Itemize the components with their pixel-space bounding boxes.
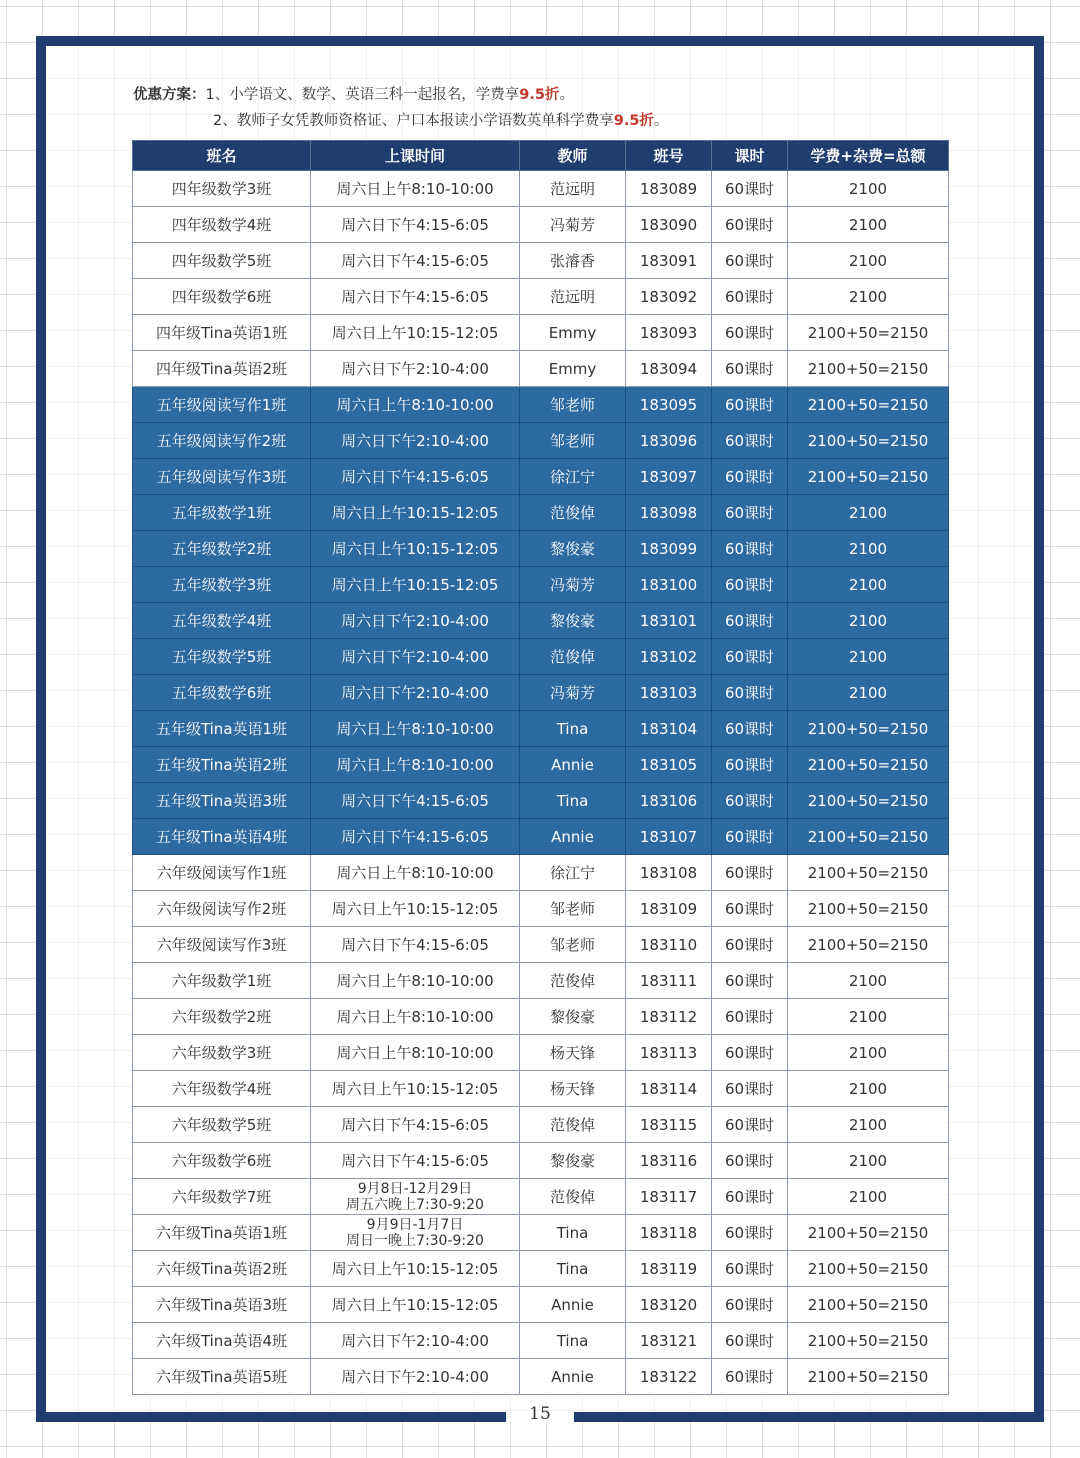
cell-fee: 2100+50=2150	[788, 711, 949, 747]
cell-hours: 60课时	[712, 315, 788, 351]
cell-class-time: 周六日下午2:10-4:00	[311, 423, 520, 459]
cell-class-time	[311, 1179, 520, 1215]
cell-hours: 60课时	[712, 243, 788, 279]
cell-class-name: 六年级数学3班	[133, 1035, 311, 1071]
cell-class-time: 周六日下午4:15-6:05	[311, 243, 520, 279]
cell-class-time: 周六日上午8:10-10:00	[311, 855, 520, 891]
cell-hours: 60课时	[712, 891, 788, 927]
table-row	[133, 855, 949, 891]
cell-hours: 60课时	[712, 711, 788, 747]
table-row	[133, 675, 949, 711]
cell-class-name: 六年级数学2班	[133, 999, 311, 1035]
cell-class-time: 周六日下午4:15-6:05	[311, 1143, 520, 1179]
cell-class-code: 183122	[626, 1359, 712, 1395]
cell-hours: 60课时	[712, 1323, 788, 1359]
cell-fee: 2100+50=2150	[788, 387, 949, 423]
cell-teacher: 范俊倬	[520, 1107, 626, 1143]
bottom-bar-right	[574, 1412, 1044, 1422]
cell-class-time: 周六日上午10:15-12:05	[311, 891, 520, 927]
cell-class-name: 五年级Tina英语4班	[133, 819, 311, 855]
cell-hours: 60课时	[712, 459, 788, 495]
cell-class-code: 183089	[626, 171, 712, 207]
cell-hours: 60课时	[712, 567, 788, 603]
cell-hours: 60课时	[712, 423, 788, 459]
cell-class-code: 183107	[626, 819, 712, 855]
cell-hours: 60课时	[712, 207, 788, 243]
cell-class-name: 四年级数学5班	[133, 243, 311, 279]
cell-class-code: 183113	[626, 1035, 712, 1071]
cell-class-code: 183098	[626, 495, 712, 531]
cell-teacher: Tina	[520, 1251, 626, 1287]
class-schedule-table	[132, 140, 949, 1395]
cell-class-code: 183092	[626, 279, 712, 315]
cell-fee: 2100+50=2150	[788, 351, 949, 387]
cell-class-code: 183093	[626, 315, 712, 351]
cell-teacher: 范俊倬	[520, 639, 626, 675]
table-row	[133, 603, 949, 639]
cell-fee: 2100+50=2150	[788, 1287, 949, 1323]
cell-class-time: 周六日上午8:10-10:00	[311, 747, 520, 783]
discount-label: 优惠方案：	[133, 87, 206, 103]
cell-class-code: 183101	[626, 603, 712, 639]
header-fee: 学费+杂费=总额	[788, 141, 949, 171]
cell-fee: 2100+50=2150	[788, 1251, 949, 1287]
table-row	[133, 1179, 949, 1215]
cell-teacher: 徐江宁	[520, 459, 626, 495]
table-row	[133, 459, 949, 495]
cell-fee: 2100	[788, 603, 949, 639]
cell-teacher: 邹老师	[520, 423, 626, 459]
cell-fee: 2100+50=2150	[788, 783, 949, 819]
discount-line-2-text: 2、教师子女凭教师资格证、户口本报读小学语数英单科学费享	[213, 113, 614, 129]
cell-class-time: 周六日上午10:15-12:05	[311, 1071, 520, 1107]
cell-teacher: 邹老师	[520, 891, 626, 927]
cell-teacher: 范俊倬	[520, 495, 626, 531]
cell-teacher: 张濬香	[520, 243, 626, 279]
cell-class-code: 183112	[626, 999, 712, 1035]
cell-class-code: 183099	[626, 531, 712, 567]
cell-class-time: 周六日下午2:10-4:00	[311, 639, 520, 675]
cell-hours: 60课时	[712, 783, 788, 819]
cell-class-time: 周六日上午8:10-10:00	[311, 387, 520, 423]
cell-fee: 2100+50=2150	[788, 423, 949, 459]
cell-class-time: 周六日上午10:15-12:05	[311, 1251, 520, 1287]
cell-fee: 2100	[788, 207, 949, 243]
cell-teacher: Tina	[520, 1215, 626, 1251]
cell-class-code: 183115	[626, 1107, 712, 1143]
page-number: 15	[529, 1404, 551, 1424]
cell-teacher: 范远明	[520, 279, 626, 315]
cell-hours: 60课时	[712, 279, 788, 315]
cell-hours: 60课时	[712, 1359, 788, 1395]
cell-class-time: 周六日上午8:10-10:00	[311, 999, 520, 1035]
cell-class-time: 周六日上午10:15-12:05	[311, 495, 520, 531]
header-class-name: 班名	[133, 141, 311, 171]
bottom-bar-left	[36, 1412, 506, 1422]
cell-class-name: 五年级数学4班	[133, 603, 311, 639]
cell-fee: 2100	[788, 1035, 949, 1071]
table-row	[133, 243, 949, 279]
discount-line-1-end: 。	[559, 87, 574, 103]
discount-line-1	[133, 82, 668, 108]
cell-class-code: 183121	[626, 1323, 712, 1359]
cell-class-time: 周六日上午10:15-12:05	[311, 531, 520, 567]
cell-class-time: 周六日下午4:15-6:05	[311, 1107, 520, 1143]
table-row	[133, 279, 949, 315]
table-row	[133, 1035, 949, 1071]
cell-hours: 60课时	[712, 1143, 788, 1179]
header-class-code: 班号	[626, 141, 712, 171]
table-row	[133, 351, 949, 387]
table-row	[133, 1143, 949, 1179]
cell-class-name: 四年级Tina英语1班	[133, 315, 311, 351]
cell-class-time-line2: 周五六晚上7:30-9:20	[346, 1196, 484, 1213]
cell-class-time: 周六日上午8:10-10:00	[311, 171, 520, 207]
cell-class-name: 五年级Tina英语3班	[133, 783, 311, 819]
cell-class-time: 周六日下午4:15-6:05	[311, 459, 520, 495]
table-row	[133, 315, 949, 351]
cell-class-name: 五年级数学2班	[133, 531, 311, 567]
cell-class-name: 六年级数学5班	[133, 1107, 311, 1143]
cell-class-name: 四年级数学4班	[133, 207, 311, 243]
cell-fee: 2100	[788, 963, 949, 999]
cell-teacher: 范俊倬	[520, 963, 626, 999]
table-row	[133, 747, 949, 783]
cell-class-code: 183094	[626, 351, 712, 387]
cell-hours: 60课时	[712, 927, 788, 963]
cell-class-time: 周六日上午8:10-10:00	[311, 1035, 520, 1071]
cell-fee: 2100	[788, 495, 949, 531]
header-class-time: 上课时间	[311, 141, 520, 171]
cell-teacher: Emmy	[520, 315, 626, 351]
cell-fee: 2100	[788, 243, 949, 279]
cell-class-code: 183100	[626, 567, 712, 603]
discount-line-1-text: 1、小学语文、数学、英语三科一起报名，学费享	[205, 87, 520, 103]
table-row	[133, 423, 949, 459]
cell-teacher: 范俊倬	[520, 1179, 626, 1215]
cell-hours: 60课时	[712, 1035, 788, 1071]
cell-teacher: 邹老师	[520, 927, 626, 963]
cell-hours: 60课时	[712, 531, 788, 567]
cell-teacher: Annie	[520, 1359, 626, 1395]
cell-teacher: 黎俊豪	[520, 531, 626, 567]
cell-hours: 60课时	[712, 855, 788, 891]
cell-fee: 2100	[788, 1143, 949, 1179]
header-teacher: 教师	[520, 141, 626, 171]
discount-line-2-end: 。	[653, 113, 669, 129]
cell-class-name: 五年级数学5班	[133, 639, 311, 675]
cell-hours: 60课时	[712, 603, 788, 639]
cell-fee: 2100+50=2150	[788, 927, 949, 963]
cell-class-name: 六年级Tina英语3班	[133, 1287, 311, 1323]
cell-class-code: 183111	[626, 963, 712, 999]
cell-hours: 60课时	[712, 1287, 788, 1323]
table-row	[133, 783, 949, 819]
table-row	[133, 927, 949, 963]
cell-hours: 60课时	[712, 495, 788, 531]
cell-class-code: 183120	[626, 1287, 712, 1323]
cell-class-time-line1: 9月9日-1月7日	[366, 1216, 464, 1233]
cell-teacher: 冯菊芳	[520, 675, 626, 711]
cell-teacher: 范远明	[520, 171, 626, 207]
cell-class-name: 六年级数学1班	[133, 963, 311, 999]
cell-class-code: 183091	[626, 243, 712, 279]
cell-class-time: 周六日下午4:15-6:05	[311, 783, 520, 819]
cell-fee: 2100+50=2150	[788, 819, 949, 855]
cell-class-time: 周六日下午2:10-4:00	[311, 351, 520, 387]
cell-fee: 2100	[788, 567, 949, 603]
cell-fee: 2100+50=2150	[788, 747, 949, 783]
cell-class-name: 五年级数学1班	[133, 495, 311, 531]
cell-hours: 60课时	[712, 675, 788, 711]
cell-teacher: 杨天锋	[520, 1035, 626, 1071]
cell-teacher: 黎俊豪	[520, 999, 626, 1035]
table-row	[133, 1107, 949, 1143]
cell-class-code: 183108	[626, 855, 712, 891]
cell-class-code: 183103	[626, 675, 712, 711]
cell-class-name: 六年级数学4班	[133, 1071, 311, 1107]
cell-hours: 60课时	[712, 999, 788, 1035]
cell-class-name: 六年级阅读写作1班	[133, 855, 311, 891]
cell-hours: 60课时	[712, 747, 788, 783]
cell-class-name: 四年级Tina英语2班	[133, 351, 311, 387]
table-row	[133, 531, 949, 567]
table-row	[133, 1251, 949, 1287]
cell-fee: 2100	[788, 999, 949, 1035]
cell-class-time-line2: 周日一晚上7:30-9:20	[346, 1232, 484, 1249]
cell-class-name: 六年级Tina英语1班	[133, 1215, 311, 1251]
cell-teacher: 黎俊豪	[520, 603, 626, 639]
cell-fee: 2100	[788, 1071, 949, 1107]
discount-line-2-highlight: 9.5折	[613, 113, 654, 129]
cell-class-code: 183097	[626, 459, 712, 495]
cell-hours: 60课时	[712, 1179, 788, 1215]
discount-line-1-highlight: 9.5折	[519, 87, 560, 103]
cell-class-code: 183096	[626, 423, 712, 459]
cell-class-time: 周六日上午8:10-10:00	[311, 963, 520, 999]
header-hours: 课时	[712, 141, 788, 171]
cell-class-code: 183102	[626, 639, 712, 675]
cell-class-name: 五年级数学3班	[133, 567, 311, 603]
cell-class-code: 183109	[626, 891, 712, 927]
cell-class-time: 周六日下午4:15-6:05	[311, 207, 520, 243]
table-row	[133, 495, 949, 531]
cell-class-code: 183104	[626, 711, 712, 747]
cell-fee: 2100	[788, 279, 949, 315]
cell-teacher: Annie	[520, 1287, 626, 1323]
cell-class-code: 183110	[626, 927, 712, 963]
cell-teacher: 邹老师	[520, 387, 626, 423]
table-row	[133, 1071, 949, 1107]
cell-class-code: 183114	[626, 1071, 712, 1107]
cell-class-name: 五年级Tina英语2班	[133, 747, 311, 783]
cell-hours: 60课时	[712, 351, 788, 387]
cell-hours: 60课时	[712, 171, 788, 207]
table-row	[133, 1359, 949, 1395]
table-row	[133, 819, 949, 855]
cell-teacher: 冯菊芳	[520, 567, 626, 603]
table-row	[133, 1323, 949, 1359]
cell-class-time	[311, 1215, 520, 1251]
cell-class-name: 六年级Tina英语2班	[133, 1251, 311, 1287]
table-row	[133, 1215, 949, 1251]
cell-class-time: 周六日上午8:10-10:00	[311, 711, 520, 747]
table-row	[133, 1287, 949, 1323]
cell-class-name: 四年级数学3班	[133, 171, 311, 207]
cell-teacher: Tina	[520, 1323, 626, 1359]
cell-class-time: 周六日下午2:10-4:00	[311, 603, 520, 639]
table-row	[133, 639, 949, 675]
cell-teacher: 冯菊芳	[520, 207, 626, 243]
cell-class-code: 183106	[626, 783, 712, 819]
table-row	[133, 171, 949, 207]
cell-class-time-line1: 9月8日-12月29日	[357, 1180, 473, 1197]
cell-class-name: 四年级数学6班	[133, 279, 311, 315]
table-row	[133, 567, 949, 603]
cell-class-time: 周六日下午2:10-4:00	[311, 675, 520, 711]
cell-hours: 60课时	[712, 1107, 788, 1143]
cell-class-code: 183116	[626, 1143, 712, 1179]
cell-fee: 2100+50=2150	[788, 1215, 949, 1251]
cell-class-time: 周六日下午4:15-6:05	[311, 819, 520, 855]
cell-teacher: 杨天锋	[520, 1071, 626, 1107]
cell-fee: 2100	[788, 1107, 949, 1143]
cell-class-time: 周六日上午10:15-12:05	[311, 1287, 520, 1323]
cell-hours: 60课时	[712, 1251, 788, 1287]
cell-class-time: 周六日下午2:10-4:00	[311, 1359, 520, 1395]
cell-fee: 2100	[788, 675, 949, 711]
cell-teacher: 黎俊豪	[520, 1143, 626, 1179]
cell-fee: 2100	[788, 531, 949, 567]
cell-class-name: 五年级阅读写作2班	[133, 423, 311, 459]
cell-hours: 60课时	[712, 819, 788, 855]
cell-hours: 60课时	[712, 1071, 788, 1107]
cell-class-code: 183119	[626, 1251, 712, 1287]
table-header-row	[133, 141, 949, 171]
cell-teacher: Tina	[520, 783, 626, 819]
cell-fee: 2100+50=2150	[788, 459, 949, 495]
cell-class-time: 周六日上午10:15-12:05	[311, 315, 520, 351]
table-row	[133, 387, 949, 423]
cell-teacher: Annie	[520, 747, 626, 783]
discount-line-2	[133, 108, 668, 134]
cell-class-name: 五年级阅读写作1班	[133, 387, 311, 423]
cell-class-name: 六年级数学6班	[133, 1143, 311, 1179]
cell-class-name: 六年级Tina英语4班	[133, 1323, 311, 1359]
cell-class-name: 六年级阅读写作2班	[133, 891, 311, 927]
cell-class-name: 六年级Tina英语5班	[133, 1359, 311, 1395]
discount-notes	[133, 82, 668, 134]
cell-class-time: 周六日下午4:15-6:05	[311, 279, 520, 315]
table-row	[133, 207, 949, 243]
cell-fee: 2100+50=2150	[788, 1359, 949, 1395]
cell-class-name: 六年级阅读写作3班	[133, 927, 311, 963]
cell-class-name: 五年级数学6班	[133, 675, 311, 711]
cell-fee: 2100	[788, 1179, 949, 1215]
table-row	[133, 711, 949, 747]
table-row	[133, 999, 949, 1035]
cell-fee: 2100+50=2150	[788, 855, 949, 891]
cell-fee: 2100+50=2150	[788, 1323, 949, 1359]
cell-teacher: Emmy	[520, 351, 626, 387]
cell-class-code: 183090	[626, 207, 712, 243]
cell-hours: 60课时	[712, 387, 788, 423]
table-row	[133, 891, 949, 927]
cell-class-code: 183095	[626, 387, 712, 423]
cell-hours: 60课时	[712, 1215, 788, 1251]
cell-hours: 60课时	[712, 639, 788, 675]
cell-class-time: 周六日上午10:15-12:05	[311, 567, 520, 603]
cell-teacher: Annie	[520, 819, 626, 855]
cell-hours: 60课时	[712, 963, 788, 999]
cell-class-name: 六年级数学7班	[133, 1179, 311, 1215]
cell-class-code: 183118	[626, 1215, 712, 1251]
cell-class-code: 183105	[626, 747, 712, 783]
cell-fee: 2100	[788, 171, 949, 207]
cell-fee: 2100+50=2150	[788, 891, 949, 927]
cell-class-code: 183117	[626, 1179, 712, 1215]
cell-fee: 2100	[788, 639, 949, 675]
cell-fee: 2100+50=2150	[788, 315, 949, 351]
table-row	[133, 963, 949, 999]
cell-class-time: 周六日下午2:10-4:00	[311, 1323, 520, 1359]
cell-class-name: 五年级Tina英语1班	[133, 711, 311, 747]
cell-class-name: 五年级阅读写作3班	[133, 459, 311, 495]
cell-class-time: 周六日下午4:15-6:05	[311, 927, 520, 963]
cell-teacher: 徐江宁	[520, 855, 626, 891]
cell-teacher: Tina	[520, 711, 626, 747]
